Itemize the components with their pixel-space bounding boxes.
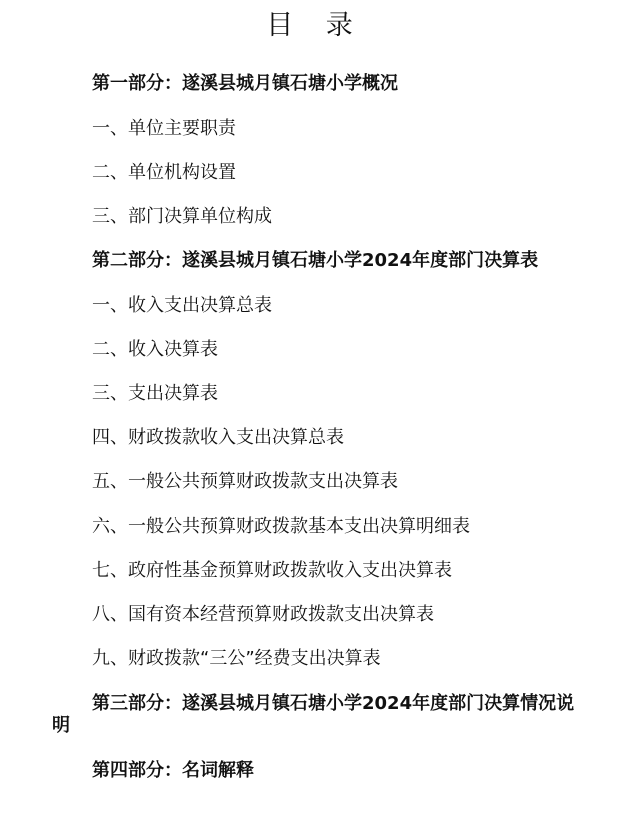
toc-item[interactable]: 八、国有资本经营预算财政拨款支出决算表 <box>92 604 434 625</box>
toc-part-3[interactable]: 第三部分：遂溪县城月镇石塘小学2024年度部门决算情况说明 <box>52 693 575 736</box>
toc-item[interactable]: 六、一般公共预算财政拨款基本支出决算明细表 <box>92 516 470 537</box>
toc-item[interactable]: 一、单位主要职责 <box>92 118 236 139</box>
toc-part-2[interactable]: 第二部分：遂溪县城月镇石塘小学2024年度部门决算表 <box>92 250 539 271</box>
toc-item[interactable]: 九、财政拨款“三公”经费支出决算表 <box>92 648 381 669</box>
toc-item[interactable]: 二、收入决算表 <box>92 339 218 360</box>
toc-item[interactable]: 四、财政拨款收入支出决算总表 <box>92 427 344 448</box>
toc-part-4[interactable]: 第四部分：名词解释 <box>92 760 254 781</box>
page-title: 目 录 <box>266 10 365 41</box>
toc-item[interactable]: 三、部门决算单位构成 <box>92 206 272 227</box>
toc-part-1[interactable]: 第一部分：遂溪县城月镇石塘小学概况 <box>92 73 398 94</box>
toc-item[interactable]: 一、收入支出决算总表 <box>92 295 272 316</box>
toc-item[interactable]: 五、一般公共预算财政拨款支出决算表 <box>92 471 398 492</box>
toc-item[interactable]: 二、单位机构设置 <box>92 162 236 183</box>
toc-item[interactable]: 三、支出决算表 <box>92 383 218 404</box>
toc-item[interactable]: 七、政府性基金预算财政拨款收入支出决算表 <box>92 560 452 581</box>
